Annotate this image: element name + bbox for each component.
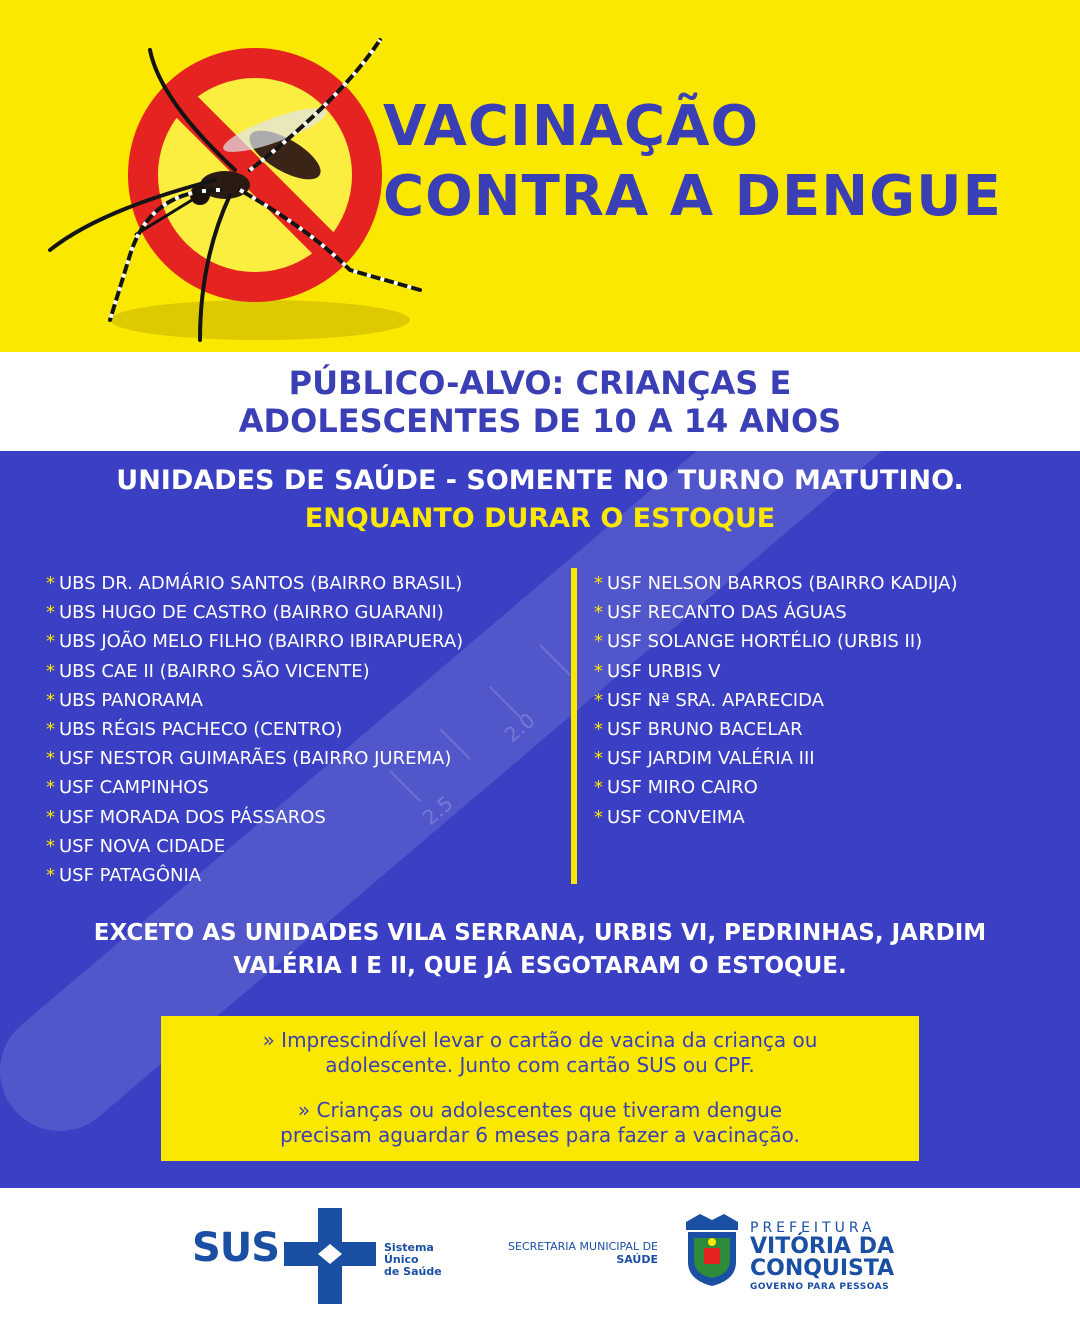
list-item: * UBS PANORAMA xyxy=(46,689,203,711)
list-item: * USF RECANTO DAS ÁGUAS xyxy=(594,602,847,624)
units-list-right xyxy=(594,569,958,832)
list-item: * USF SOLANGE HORTÉLIO (URBIS II) xyxy=(594,631,923,653)
campaign-title-line1: VACINAÇÃO xyxy=(383,94,760,159)
city-hall-prefix: PREFEITURA xyxy=(750,1220,876,1236)
list-item: * USF Nª SRA. APARECIDA xyxy=(594,689,824,711)
list-item: * USF JARDIM VALÉRIA III xyxy=(594,748,815,770)
list-item: * UBS RÉGIS PACHECO (CENTRO) xyxy=(46,718,343,740)
list-item: * USF PATAGÔNIA xyxy=(46,864,202,886)
sus-logo xyxy=(192,1208,452,1288)
list-item: * UBS DR. ADMÁRIO SANTOS (BAIRRO BRASIL) xyxy=(46,573,463,594)
requirement-waiting-period: » Crianças ou adolescentes que tiveram dengue precisam aguardar 6 meses para fazer a vacinação. xyxy=(280,1098,800,1147)
exception-notice: EXCETO AS UNIDADES VILA SERRANA, URBIS VI, PEDRINHAS, JARDIM VALÉRIA I E II, QUE JÁ ESGOTARAM O ESTOQUE. xyxy=(93,920,987,979)
syringe-mark-2-0: 2.0 xyxy=(499,707,540,747)
requirement-card: » Imprescindível levar o cartão de vacina da criança ou adolescente. Junto com cartão SUS ou CPF. xyxy=(262,1028,818,1077)
hero-banner xyxy=(0,0,1080,352)
list-item: * USF MIRO CAIRO xyxy=(594,777,758,799)
campaign-title-line2: CONTRA A DENGUE xyxy=(383,164,1002,229)
list-item: * UBS CAE II (BAIRRO SÃO VICENTE) xyxy=(46,660,370,682)
syringe-mark-2-5: 2.5 xyxy=(417,790,458,830)
list-item: * USF NESTOR GUIMARÃES (BAIRRO JUREMA) xyxy=(46,748,452,770)
list-item: * USF NOVA CIDADE xyxy=(46,835,226,857)
units-title: UNIDADES DE SAÚDE - SOMENTE NO TURNO MATUTINO. xyxy=(116,465,964,496)
stock-notice: ENQUANTO DURAR O ESTOQUE xyxy=(304,503,776,534)
health-department-label: SECRETARIA MUNICIPAL DE SAÚDE xyxy=(508,1240,658,1266)
target-audience-line2: ADOLESCENTES DE 10 A 14 ANOS xyxy=(238,401,842,440)
footer-logos xyxy=(0,1188,1080,1320)
city-slogan: GOVERNO PARA PESSOAS xyxy=(750,1282,890,1292)
units-list-left xyxy=(46,569,463,890)
list-item: * USF BRUNO BACELAR xyxy=(594,718,803,740)
target-audience-line1: PÚBLICO-ALVO: CRIANÇAS E xyxy=(288,363,792,402)
sus-cross-icon xyxy=(284,1208,376,1304)
list-item: * USF URBIS V xyxy=(594,660,721,682)
target-audience-text xyxy=(239,364,841,440)
sus-wordmark: SUS xyxy=(192,1225,280,1271)
list-item: * UBS JOÃO MELO FILHO (BAIRRO IBIRAPUERA) xyxy=(46,631,464,653)
requirements-box xyxy=(161,1016,919,1161)
target-audience-band xyxy=(0,352,1080,451)
list-item: * USF CONVEIMA xyxy=(594,806,745,828)
city-hall-logo xyxy=(750,1220,894,1292)
sus-caption: Sistema Único de Saúde xyxy=(384,1241,442,1278)
campaign-title xyxy=(383,92,1002,232)
list-item: * USF NELSON BARROS (BAIRRO KADIJA) xyxy=(594,573,958,594)
city-name: VITÓRIA DA CONQUISTA xyxy=(750,1234,895,1281)
list-item: * UBS HUGO DE CASTRO (BAIRRO GUARANI) xyxy=(46,602,444,624)
units-section xyxy=(0,451,1080,1188)
coat-of-arms-icon xyxy=(680,1208,744,1290)
column-divider xyxy=(571,568,577,884)
list-item: * USF MORADA DOS PÁSSAROS xyxy=(46,806,326,828)
list-item: * USF CAMPINHOS xyxy=(46,777,209,799)
